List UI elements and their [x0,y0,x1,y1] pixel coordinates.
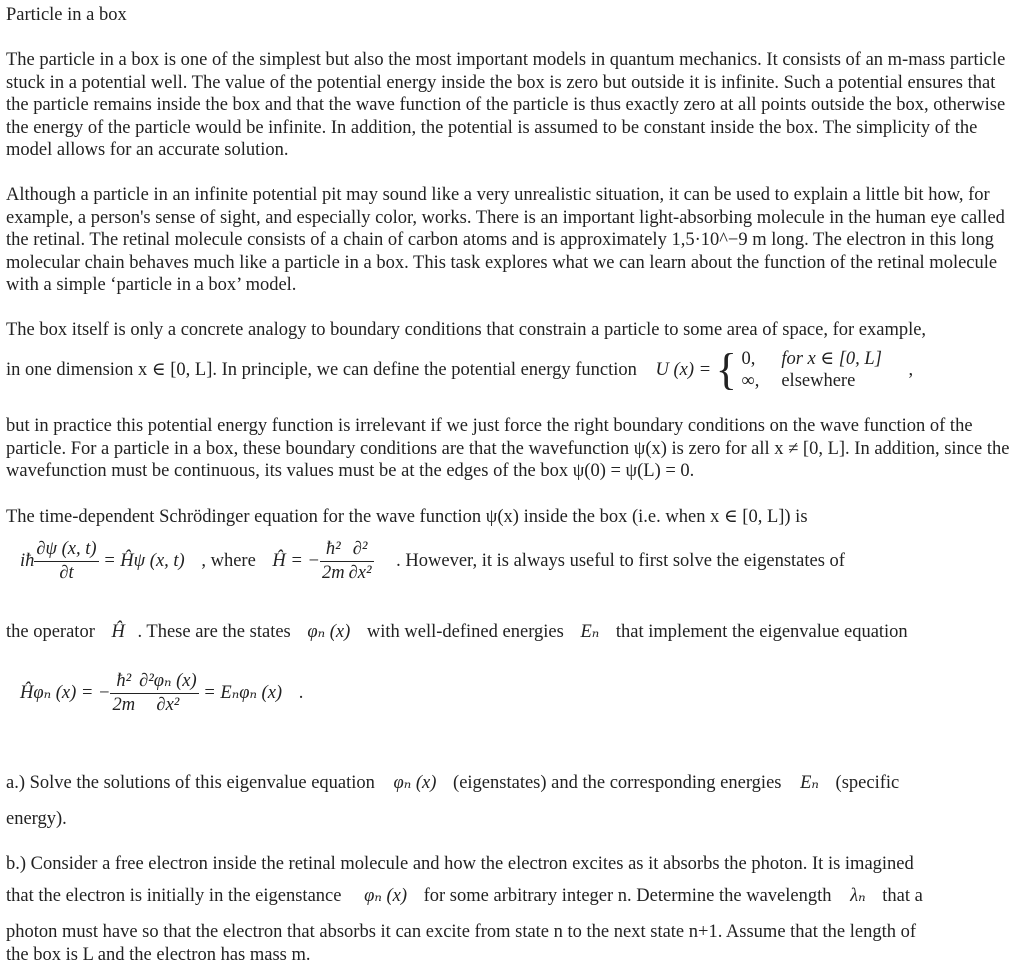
states-text: . These are the states [137,622,291,642]
question-a-En: Eₙ [800,773,819,793]
eigen-derivative-denominator: ∂x² [137,693,199,717]
second-derivative-denominator: ∂x² [348,562,372,583]
case1-value: 0, [741,349,756,369]
potential-cases [742,348,890,392]
schrodinger-equation-line [6,538,845,584]
eigen-end-dot: . [298,682,304,703]
two-m: 2m [322,562,345,583]
question-a-text1: a.) Solve the solutions of this eigenvalue equation [6,773,375,793]
operator-text: the operator [6,622,95,642]
case2-value: ∞, [741,371,760,391]
paragraph-boundary-line2: in one dimension x ∈ [0, L]. In principle, we can define the potential energy function [6,359,637,380]
question-a-text2: (eigenstates) and the corresponding energies [453,773,782,793]
eigen-two-m: 2m [112,694,136,715]
question-b-text4: that a [882,886,923,906]
question-b-line3: photon must have so that the electron that absorbs it can excite from state n to the next state n+1. Assume that the length of [6,922,917,942]
page-title: Particle in a box [6,5,127,25]
phi-n-symbol: φₙ (x) [307,622,351,642]
question-b-lambda: λₙ [850,886,866,906]
hamiltonian-lhs: Ĥ = − [272,550,320,571]
eigen-rhs: = Eₙφₙ (x) [203,682,283,703]
energies-text: with well-defined energies [366,622,564,642]
hbar-over-2m-fraction [320,538,347,584]
time-derivative-denominator: ∂t [34,561,98,585]
where-text: , where [201,550,256,571]
eigenvalue-equation-line [6,670,303,716]
second-derivative-fraction [347,538,374,584]
question-b-text3: for some arbitrary integer n. Determine the wavelength [423,886,832,906]
operator-H: Ĥ [111,622,125,642]
eigen-derivative-numerator: ∂²φₙ (x) [139,671,197,691]
eigen-hbar-fraction [110,670,137,716]
potential-function-lhs: U (x) = [655,359,712,380]
case2-condition: elsewhere [781,371,856,391]
cases-brace: { [715,345,737,394]
schrodinger-rhs: = Ĥψ (x, t) [103,550,185,571]
question-a-line2: energy). [6,809,67,829]
question-b-line4: the box is L and the electron has mass m. [6,945,311,965]
second-derivative-numerator: ∂² [352,539,368,559]
potential-line-comma: , [908,359,914,380]
eigen-hbar-squared: ħ² [116,671,132,691]
paragraph-boundary-line1: The box itself is only a concrete analogy to boundary conditions that constrain a particle to some area of space, for example, [6,320,927,340]
hbar-squared: ħ² [325,539,341,559]
eigenstates-text: . However, it is always useful to first solve the eigenstates of [396,550,845,571]
time-derivative-fraction [34,538,98,584]
eigen-text: that implement the eigenvalue equation [615,622,908,642]
question-b-line2 [6,885,923,908]
eigen-derivative-fraction [137,670,199,716]
ih-bar: iħ [20,550,35,571]
eigen-lhs: Ĥφₙ (x) = − [20,682,111,703]
paragraph-retinal: Although a particle in an infinite potential pit may sound like a very unrealistic situation, it can be used to explain a little bit how, for example, a person's sense of sight, and especially color, works. There is an important light-absorbing molecule in the human eye called the retinal. The retinal molecule consists of a chain of carbon atoms and is approximately 1,5·10^−9 m long. The electron in this long molecular chain behaves much like a particle in a box. This task explores what we can learn about the function of the retinal molecule with a simple ‘particle in a box’ model. [6,185,1005,296]
potential-definition-line [6,345,914,394]
paragraph-intro: The particle in a box is one of the simplest but also the most important models in quantum mechanics. It consists of an m-mass particle stuck in a potential well. The value of the potential energy inside the box is zero but outside it is infinite. Such a potential ensures that the particle remains inside the box and that the wave function of the particle is thus exactly zero at all points outside the box, otherwise the energy of the particle would be infinite. In addition, the potential is assumed to be constant inside the box. The simplicity of the model allows for an accurate solution. [6,50,1006,161]
paragraph-boundary-conditions: but in practice this potential energy function is irrelevant if we just force the right boundary conditions on the wave function of the particle. For a particle in a box, these boundary conditions are that the wavefunction ψ(x) is zero for all x ≠ [0, L]. In addition, since the wavefunction must be continuous, its values must be at the edges of the box ψ(0) = ψ(L) = 0. [6,416,1010,482]
question-b-line1: b.) Consider a free electron inside the retinal molecule and how the electron excites as it absorbs the photon. It is imagined [6,854,914,874]
paragraph-schrodinger-intro: The time-dependent Schrödinger equation for the wave function ψ(x) inside the box (i.e. when x ∈ [0, L]) is [6,507,808,527]
question-a-line1 [6,772,899,795]
question-a-text3: (specific [835,773,900,793]
operator-line [6,621,908,644]
E-n-symbol: Eₙ [580,622,600,642]
time-derivative-numerator: ∂ψ (x, t) [36,539,97,559]
case1-condition: for x ∈ [0, L] [781,349,882,369]
question-b-text2: that the electron is initially in the eigenstance [6,886,342,906]
question-b-phi: φₙ (x) [364,886,407,906]
question-a-phi: φₙ (x) [393,773,437,793]
